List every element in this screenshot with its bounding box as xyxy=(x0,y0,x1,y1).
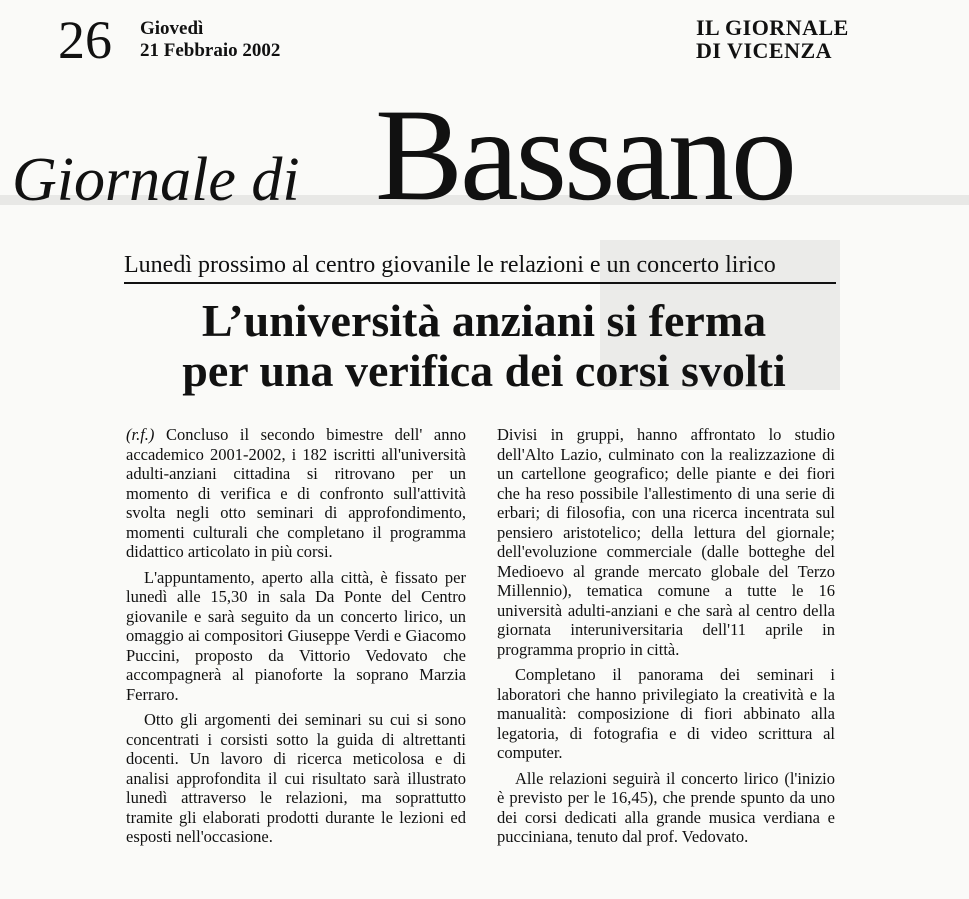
page-number: 26 xyxy=(58,10,112,70)
article-paragraph xyxy=(126,425,466,562)
article-paragraph: Otto gli argomenti dei seminari su cui si sono concentrati i corsisti sotto la guida di altrettanti docenti. Un lavoro di ricerca meticolosa e di analisi approfondita il cui risultato sarà illustrato lunedì attraverso le relazioni, ma soprattutto tramite gli elaborati prodotti durante le lezioni ed esposti nell'occasione. xyxy=(126,710,466,846)
headline-line-2: per una verifica dei corsi svolti xyxy=(182,345,786,396)
paragraph-text: Concluso il secondo bimestre dell' anno accademico 2001-2002, i 182 iscritti all'università adulti-anziani cittadina si ritrovano per un momento di verifica e di confronto sull'attività svolta negli otto seminari di approfondimento, momenti culturali che completano il programma didattico articolato in più corsi. xyxy=(126,425,467,561)
article-column-left xyxy=(126,425,466,853)
article-paragraph: Alle relazioni seguirà il concerto lirico (l'inizio è previsto per le 16,45), che prende spunto da uno dei corsi dedicati alla grande musica verdiana e pucciniana, tenuto dal prof. Vedovato. xyxy=(497,768,835,846)
article-headline xyxy=(124,296,844,396)
section-prefix: Giornale di xyxy=(12,146,300,214)
section-name: Bassano xyxy=(375,81,794,228)
article-kicker: Lunedì prossimo al centro giovanile le relazioni e un concerto lirico xyxy=(124,250,836,284)
article-paragraph: Completano il panorama dei seminari i laboratori che hanno privilegiato la creatività e la manualità: composizione di fiori abbinato alla legatoria, di fotografia e di video scrittura al computer. xyxy=(497,665,835,762)
masthead-line-1: IL GIORNALE xyxy=(696,15,849,40)
headline-line-1: L’università anziani si ferma xyxy=(201,295,767,346)
issue-date: 21 Febbraio 2002 xyxy=(140,40,281,61)
article-paragraph: Divisi in gruppi, hanno affrontato lo studio dell'Alto Lazio, culminato con la realizzazione di un cartellone geografico; delle piante e dei fiori che ha reso possibile l'allestimento di una serie di erbari; di filosofia, con una ricerca incentrata sul pensiero aristotelico; della lettura del giornale; dell'evoluzione commerciale (dalle botteghe del Medioevo al grande mercato globale del Terzo Millennio), tematica comune a tutte le 16 università adulti-anziani e che sarà al centro della giornata interuniversitaria dell'11 aprile in programma proprio in città. xyxy=(497,425,835,659)
byline: (r.f.) xyxy=(126,425,155,444)
weekday: Giovedì xyxy=(140,18,204,39)
newspaper-masthead xyxy=(696,16,849,62)
masthead-line-2: DI VICENZA xyxy=(696,38,833,63)
date-block xyxy=(140,18,280,62)
section-title xyxy=(12,81,962,228)
article-paragraph: L'appuntamento, aperto alla città, è fissato per lunedì alle 15,30 in sala Da Ponte del Centro giovanile e sarà seguito da un concerto lirico, un omaggio ai compositori Giuseppe Verdi e Giacomo Puccini, proposto da Vittorio Vedovato che accompagnerà al pianoforte la soprano Marzia Ferraro. xyxy=(126,567,466,704)
article-column-right xyxy=(497,425,835,853)
